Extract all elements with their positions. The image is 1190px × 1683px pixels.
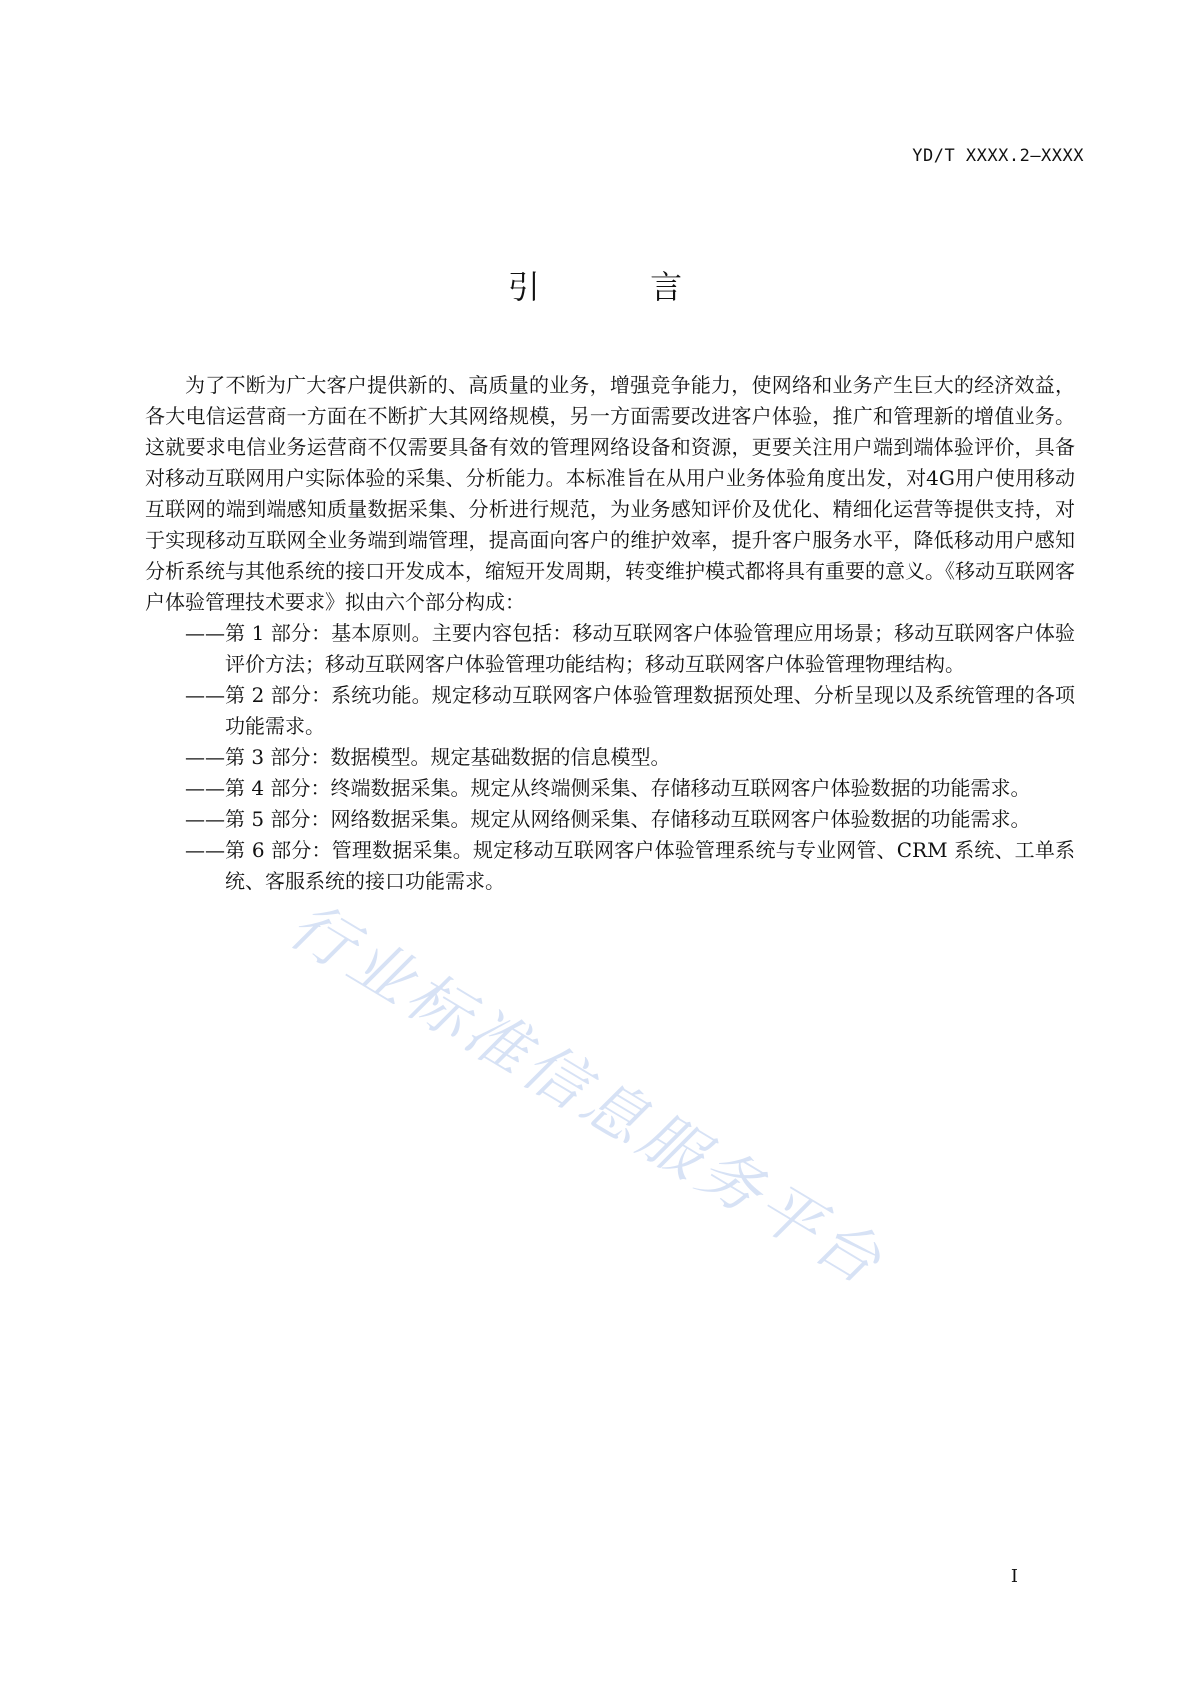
intro-paragraph: 为了不断为广大客户提供新的、高质量的业务，增强竞争能力，使网络和业务产生巨大的经济效益，各大电信运营商一方面在不断扩大其网络规模，另一方面需要改进客户体验，推广和管理新的增值业务。这就要求电信业务运营商不仅需要具备有效的管理网络设备和资源，更要关注用户端到端体验评价，具备对移动互联网用户实际体验的采集、分析能力。本标准旨在从用户业务体验角度出发，对4G用户使用移动互联网的端到端感知质量数据采集、分析进行规范，为业务感知评价及优化、精细化运营等提供支持，对于实现移动互联网全业务端到端管理，提高面向客户的维护效率，提升客户服务水平，降低移动用户感知分析系统与其他系统的接口开发成本，缩短开发周期，转变维护模式都将具有重要的意义。《移动互联网客户体验管理技术要求》拟由六个部分构成： — [145, 373, 1075, 614]
list-item: ——第 1 部分：基本原则。主要内容包括：移动互联网客户体验管理应用场景；移动互联网客户体验评价方法；移动互联网客户体验管理功能结构；移动互联网客户体验管理物理结构。 — [185, 621, 1075, 676]
list-item: ——第 3 部分：数据模型。规定基础数据的信息模型。 — [185, 745, 671, 769]
page-title: 引 言 — [507, 268, 733, 306]
page-number: I — [1010, 1566, 1018, 1587]
list-item: ——第 4 部分：终端数据采集。规定从终端侧采集、存储移动互联网客户体验数据的功能需求。 — [185, 776, 1031, 800]
list-item: ——第 2 部分：系统功能。规定移动互联网客户体验管理数据预处理、分析呈现以及系统管理的各项功能需求。 — [185, 683, 1075, 738]
list-item: ——第 5 部分：网络数据采集。规定从网络侧采集、存储移动互联网客户体验数据的功能需求。 — [185, 807, 1031, 831]
document-body — [145, 370, 1075, 897]
watermark: 行业标准信息服务平台 — [277, 887, 898, 1301]
list-item: ——第 6 部分：管理数据采集。规定移动互联网客户体验管理系统与专业网管、CRM 系统、工单系统、客服系统的接口功能需求。 — [185, 838, 1075, 893]
parts-list — [145, 618, 1075, 897]
document-code: YD/T XXXX.2—XXXX — [912, 146, 1084, 166]
